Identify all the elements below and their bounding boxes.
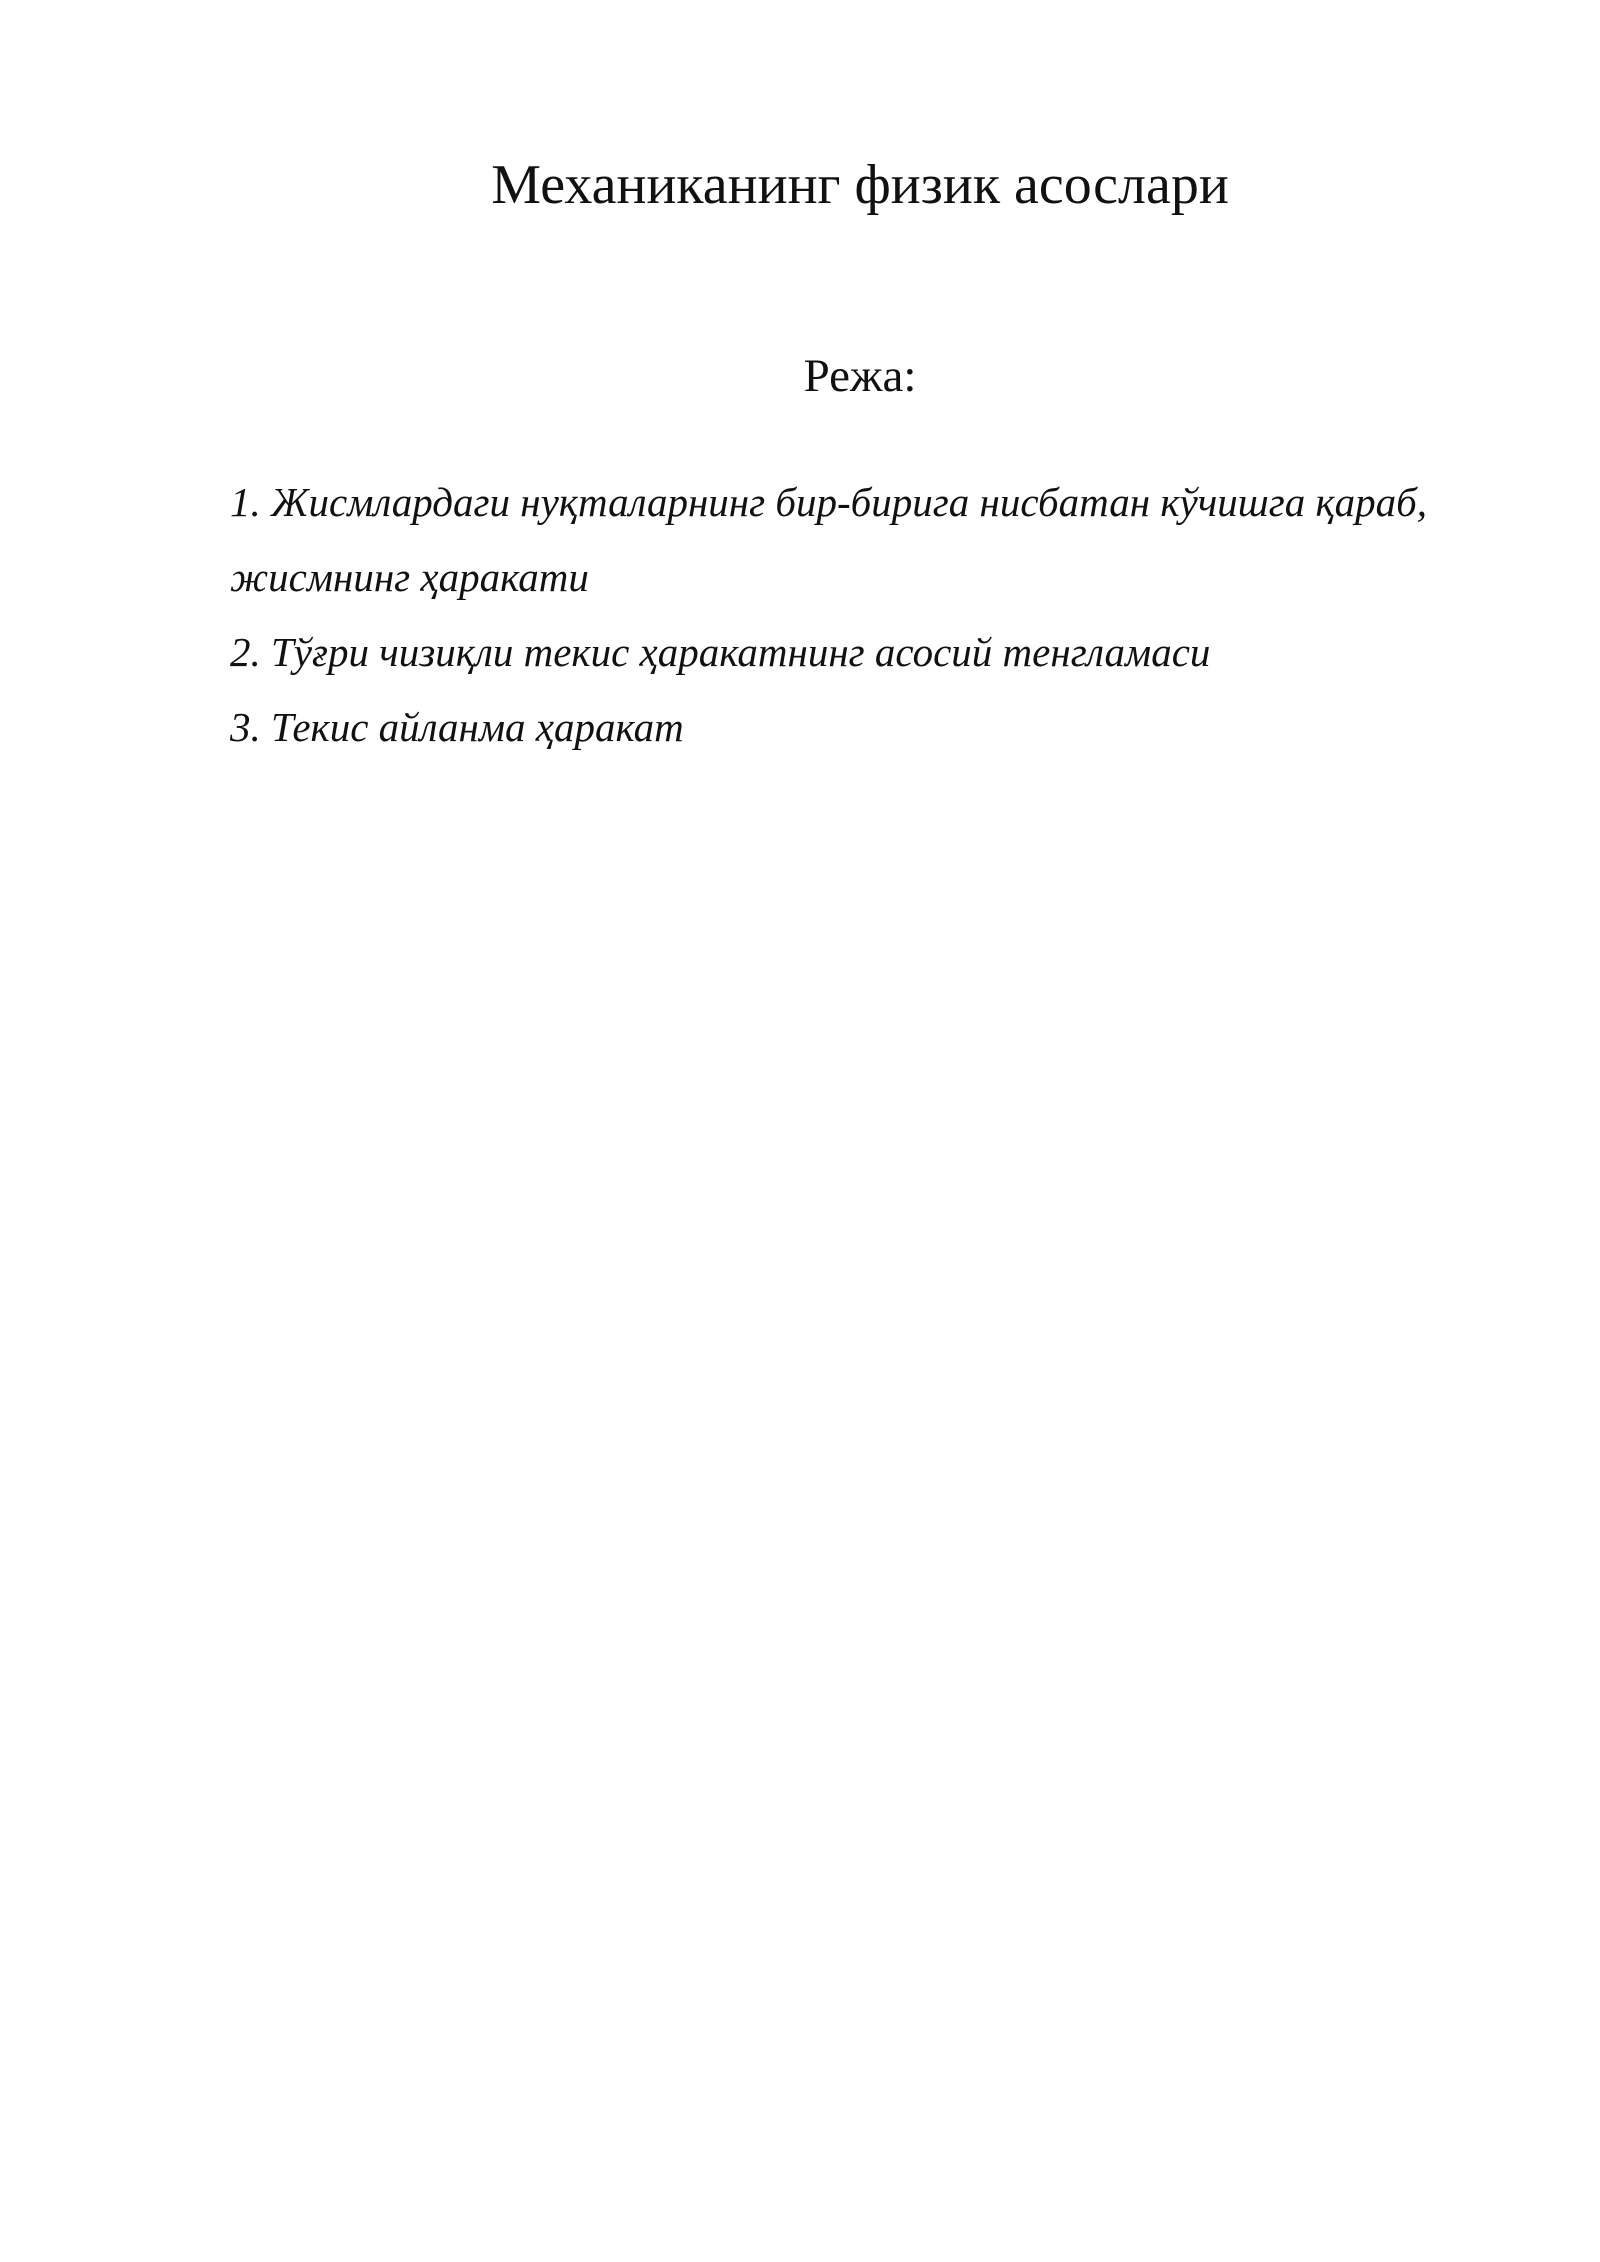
plan-item-1-line-2: жисмнинг ҳаракати bbox=[230, 554, 589, 600]
plan-item-3: 3. Текис айланма ҳаракат bbox=[230, 704, 684, 750]
plan-heading: Режа: bbox=[803, 350, 917, 402]
document-title: Механиканинг физик асослари bbox=[491, 154, 1229, 216]
plan-list bbox=[230, 465, 1530, 765]
plan-item-2: 2. Тўғри чизиқли текис ҳаракатнинг асосий тенгламаси bbox=[230, 629, 1211, 675]
plan-item-1-line-1: 1. Жисмлардаги нуқталарнинг бир-бирига нисбатан кўчишга қараб, bbox=[230, 479, 1428, 525]
